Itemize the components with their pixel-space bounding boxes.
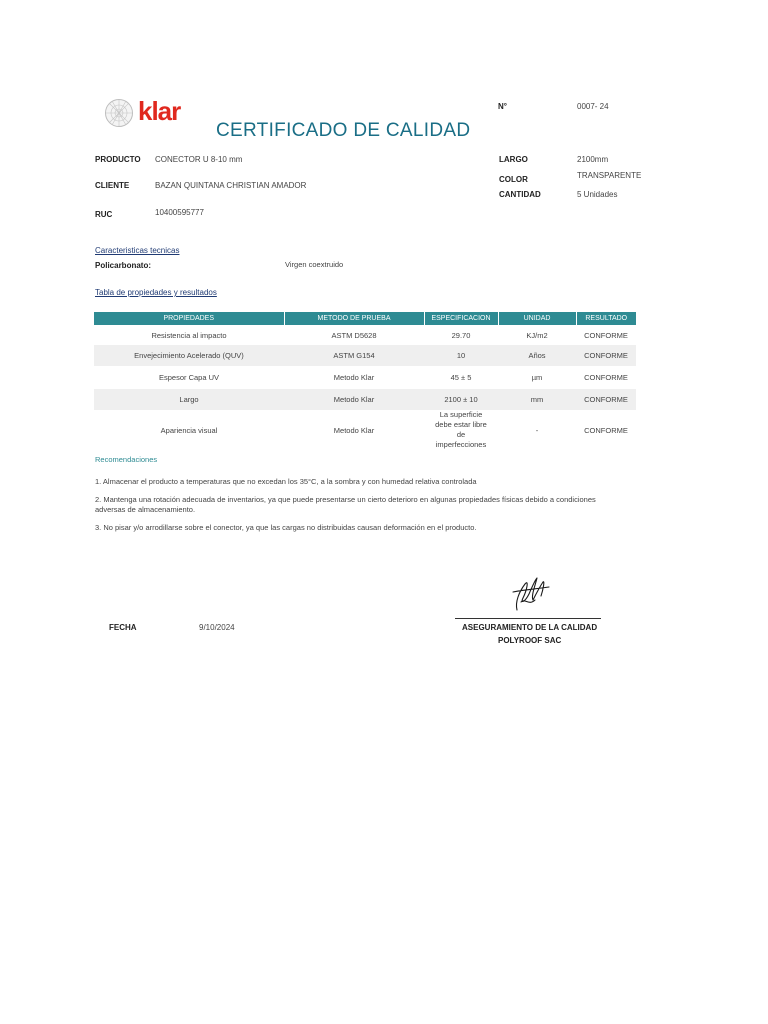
- table-cell: La superficie debe estar libre de imperfecciones: [424, 410, 498, 450]
- table-row: [94, 345, 636, 366]
- table-cell: Metodo Klar: [284, 389, 424, 410]
- largo-value: 2100mm: [577, 155, 609, 164]
- table-cell: Metodo Klar: [284, 366, 424, 389]
- number-label: N°: [498, 102, 507, 111]
- table-row: [94, 410, 636, 450]
- table-cell: CONFORME: [576, 410, 636, 450]
- table-cell: mm: [498, 389, 576, 410]
- color-label: COLOR: [499, 175, 528, 184]
- column-header: PROPIEDADES: [94, 312, 284, 325]
- klar-logo-text: klar: [138, 96, 181, 126]
- table-cell: Largo: [94, 389, 284, 410]
- recommendation-item: 1. Almacenar el producto a temperaturas que no excedan los 35°C, a la sombra y con humedad relativa controlada: [95, 477, 477, 486]
- table-cell: ASTM G154: [284, 345, 424, 366]
- document-title: CERTIFICADO DE CALIDAD: [216, 120, 471, 141]
- number-value: 0007- 24: [577, 102, 609, 111]
- material-value: Virgen coextruido: [285, 260, 344, 269]
- properties-table: [94, 312, 636, 450]
- signature-company: POLYROOF SAC: [498, 636, 562, 645]
- table-cell: ASTM D5628: [284, 325, 424, 345]
- table-cell: Metodo Klar: [284, 410, 424, 450]
- cantidad-value: 5 Unidades: [577, 190, 618, 199]
- table-cell: CONFORME: [576, 366, 636, 389]
- column-header: METODO DE PRUEBA: [284, 312, 424, 325]
- recommendation-item: 3. No pisar y/o arrodillarse sobre el conector, ya que las cargas no distribuidas causan deformación en el producto.: [95, 523, 477, 532]
- table-cell: 10: [424, 345, 498, 366]
- table-cell: 45 ± 5: [424, 366, 498, 389]
- cliente-value: BAZAN QUINTANA CHRISTIAN AMADOR: [155, 181, 307, 190]
- fecha-label: FECHA: [109, 623, 137, 632]
- recommendation-item: 2. Mantenga una rotación adecuada de inventarios, ya que puede presentarse un cierto deterioro en algunas propiedades físicas debido a condiciones adversas de almacenamiento.: [95, 495, 596, 514]
- ruc-label: RUC: [95, 210, 113, 219]
- cantidad-label: CANTIDAD: [499, 190, 541, 199]
- table-cell: Resistencia al impacto: [94, 325, 284, 345]
- table-header-row: [94, 312, 636, 325]
- cliente-label: CLIENTE: [95, 181, 130, 190]
- table-row: [94, 366, 636, 389]
- largo-label: LARGO: [499, 155, 528, 164]
- table-cell: CONFORME: [576, 389, 636, 410]
- table-cell: -: [498, 410, 576, 450]
- column-header: RESULTADO: [576, 312, 636, 325]
- table-row: [94, 325, 636, 345]
- signature-image: [505, 572, 555, 614]
- table-cell: CONFORME: [576, 345, 636, 366]
- table-cell: Años: [498, 345, 576, 366]
- color-value: TRANSPARENTE: [577, 171, 642, 180]
- table-cell: Envejecimiento Acelerado (QUV): [94, 345, 284, 366]
- table-cell: 29.70: [424, 325, 498, 345]
- signature-line: [455, 618, 601, 619]
- ruc-value: 10400595777: [155, 208, 204, 217]
- table-cell: Espesor Capa UV: [94, 366, 284, 389]
- column-header: UNIDAD: [498, 312, 576, 325]
- klar-logo-ball-icon: [104, 98, 134, 128]
- column-header: ESPECIFICACION: [424, 312, 498, 325]
- recommendations-heading: Recomendaciones: [95, 455, 158, 464]
- fecha-value: 9/10/2024: [199, 623, 235, 632]
- table-row: [94, 389, 636, 410]
- signature-title: ASEGURAMIENTO DE LA CALIDAD: [462, 623, 598, 632]
- material-label: Policarbonato:: [95, 261, 152, 270]
- table-cell: Apariencia visual: [94, 410, 284, 450]
- table-cell: KJ/m2: [498, 325, 576, 345]
- characteristics-heading: Caracteristicas tecnicas: [95, 246, 180, 255]
- producto-label: PRODUCTO: [95, 155, 141, 164]
- table-cell: 2100 ± 10: [424, 389, 498, 410]
- table-cell: µm: [498, 366, 576, 389]
- table-heading: Tabla de propiedades y resultados: [95, 288, 217, 297]
- table-cell: CONFORME: [576, 325, 636, 345]
- producto-value: CONECTOR U 8-10 mm: [155, 155, 243, 164]
